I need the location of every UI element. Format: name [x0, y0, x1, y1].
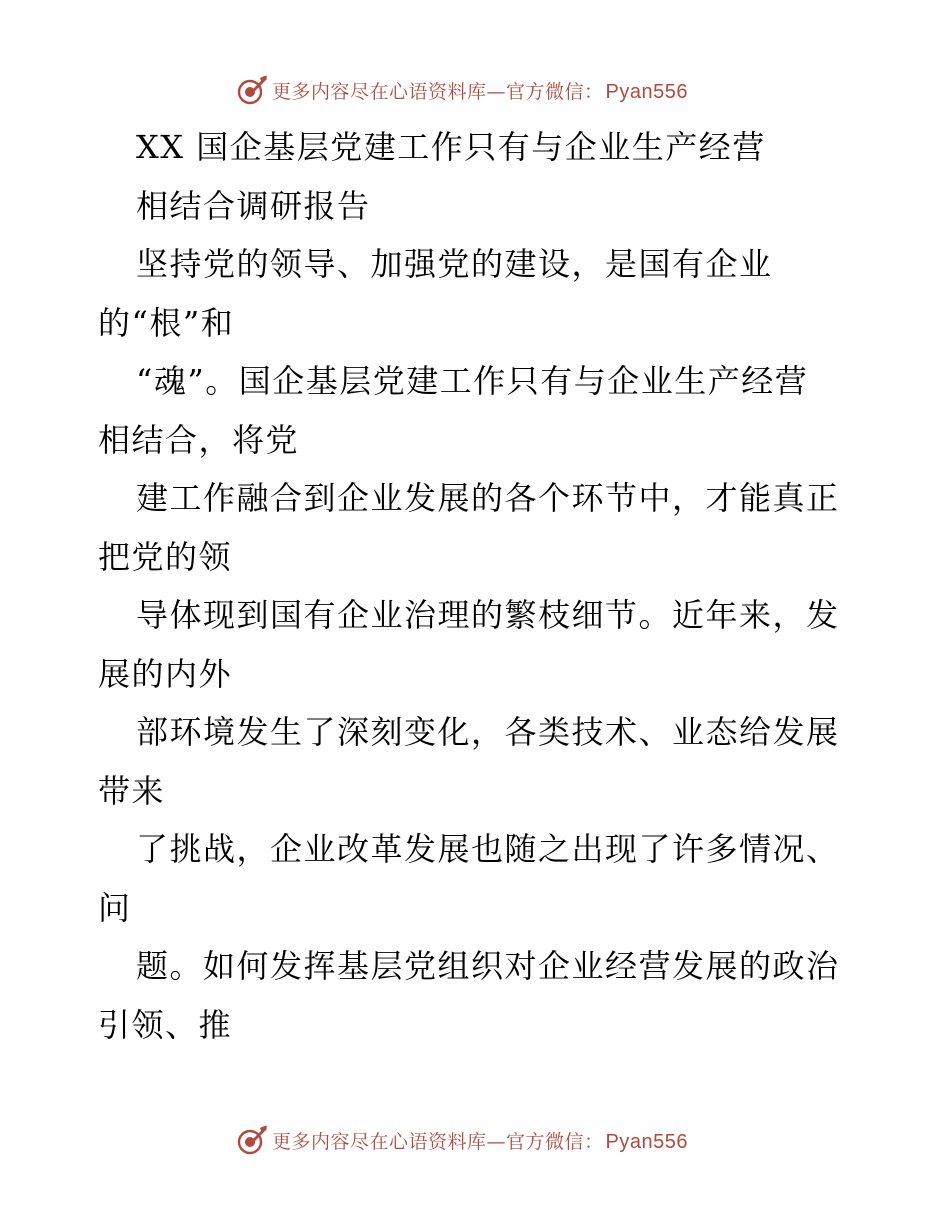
document-title-line-1: XX 国企基层党建工作只有与企业生产经营	[136, 128, 766, 166]
watermark-wechat-id: Pyan556	[605, 1130, 688, 1153]
body-line: 部环境发生了深刻变化，各类技术、业态给发展	[136, 713, 840, 751]
watermark-text: 更多内容尽在心语资料库—官方微信： Pyan556	[272, 80, 688, 103]
body-line: 展的内外	[98, 655, 233, 693]
body-line: 题。如何发挥基层党组织对企业经营发展的政治	[136, 947, 840, 985]
watermark-wechat-id: Pyan556	[605, 80, 688, 103]
document-title-line-2: 相结合调研报告	[136, 187, 371, 225]
body-line: 建工作融合到企业发展的各个环节中，才能真正	[136, 479, 840, 517]
body-line: 把党的领	[98, 538, 233, 576]
quill-seal-logo-icon	[236, 1124, 268, 1156]
watermark-text: 更多内容尽在心语资料库—官方微信： Pyan556	[272, 1130, 688, 1153]
body-line: 带来	[98, 772, 166, 810]
body-line: 坚持党的领导、加强党的建设，是国有企业	[136, 245, 773, 283]
body-line: 了挑战，企业改革发展也随之出现了许多情况、	[136, 830, 840, 868]
footer-watermark	[236, 1123, 688, 1157]
body-line: 导体现到国有企业治理的繁枝细节。近年来，发	[136, 596, 840, 634]
body-line: 引领、推	[98, 1006, 233, 1044]
body-line: 问	[98, 889, 132, 927]
body-line: “魂”。国企基层党建工作只有与企业生产经营	[136, 362, 809, 400]
body-line: 相结合，将党	[98, 421, 300, 459]
body-line: 的“根”和	[98, 304, 235, 342]
